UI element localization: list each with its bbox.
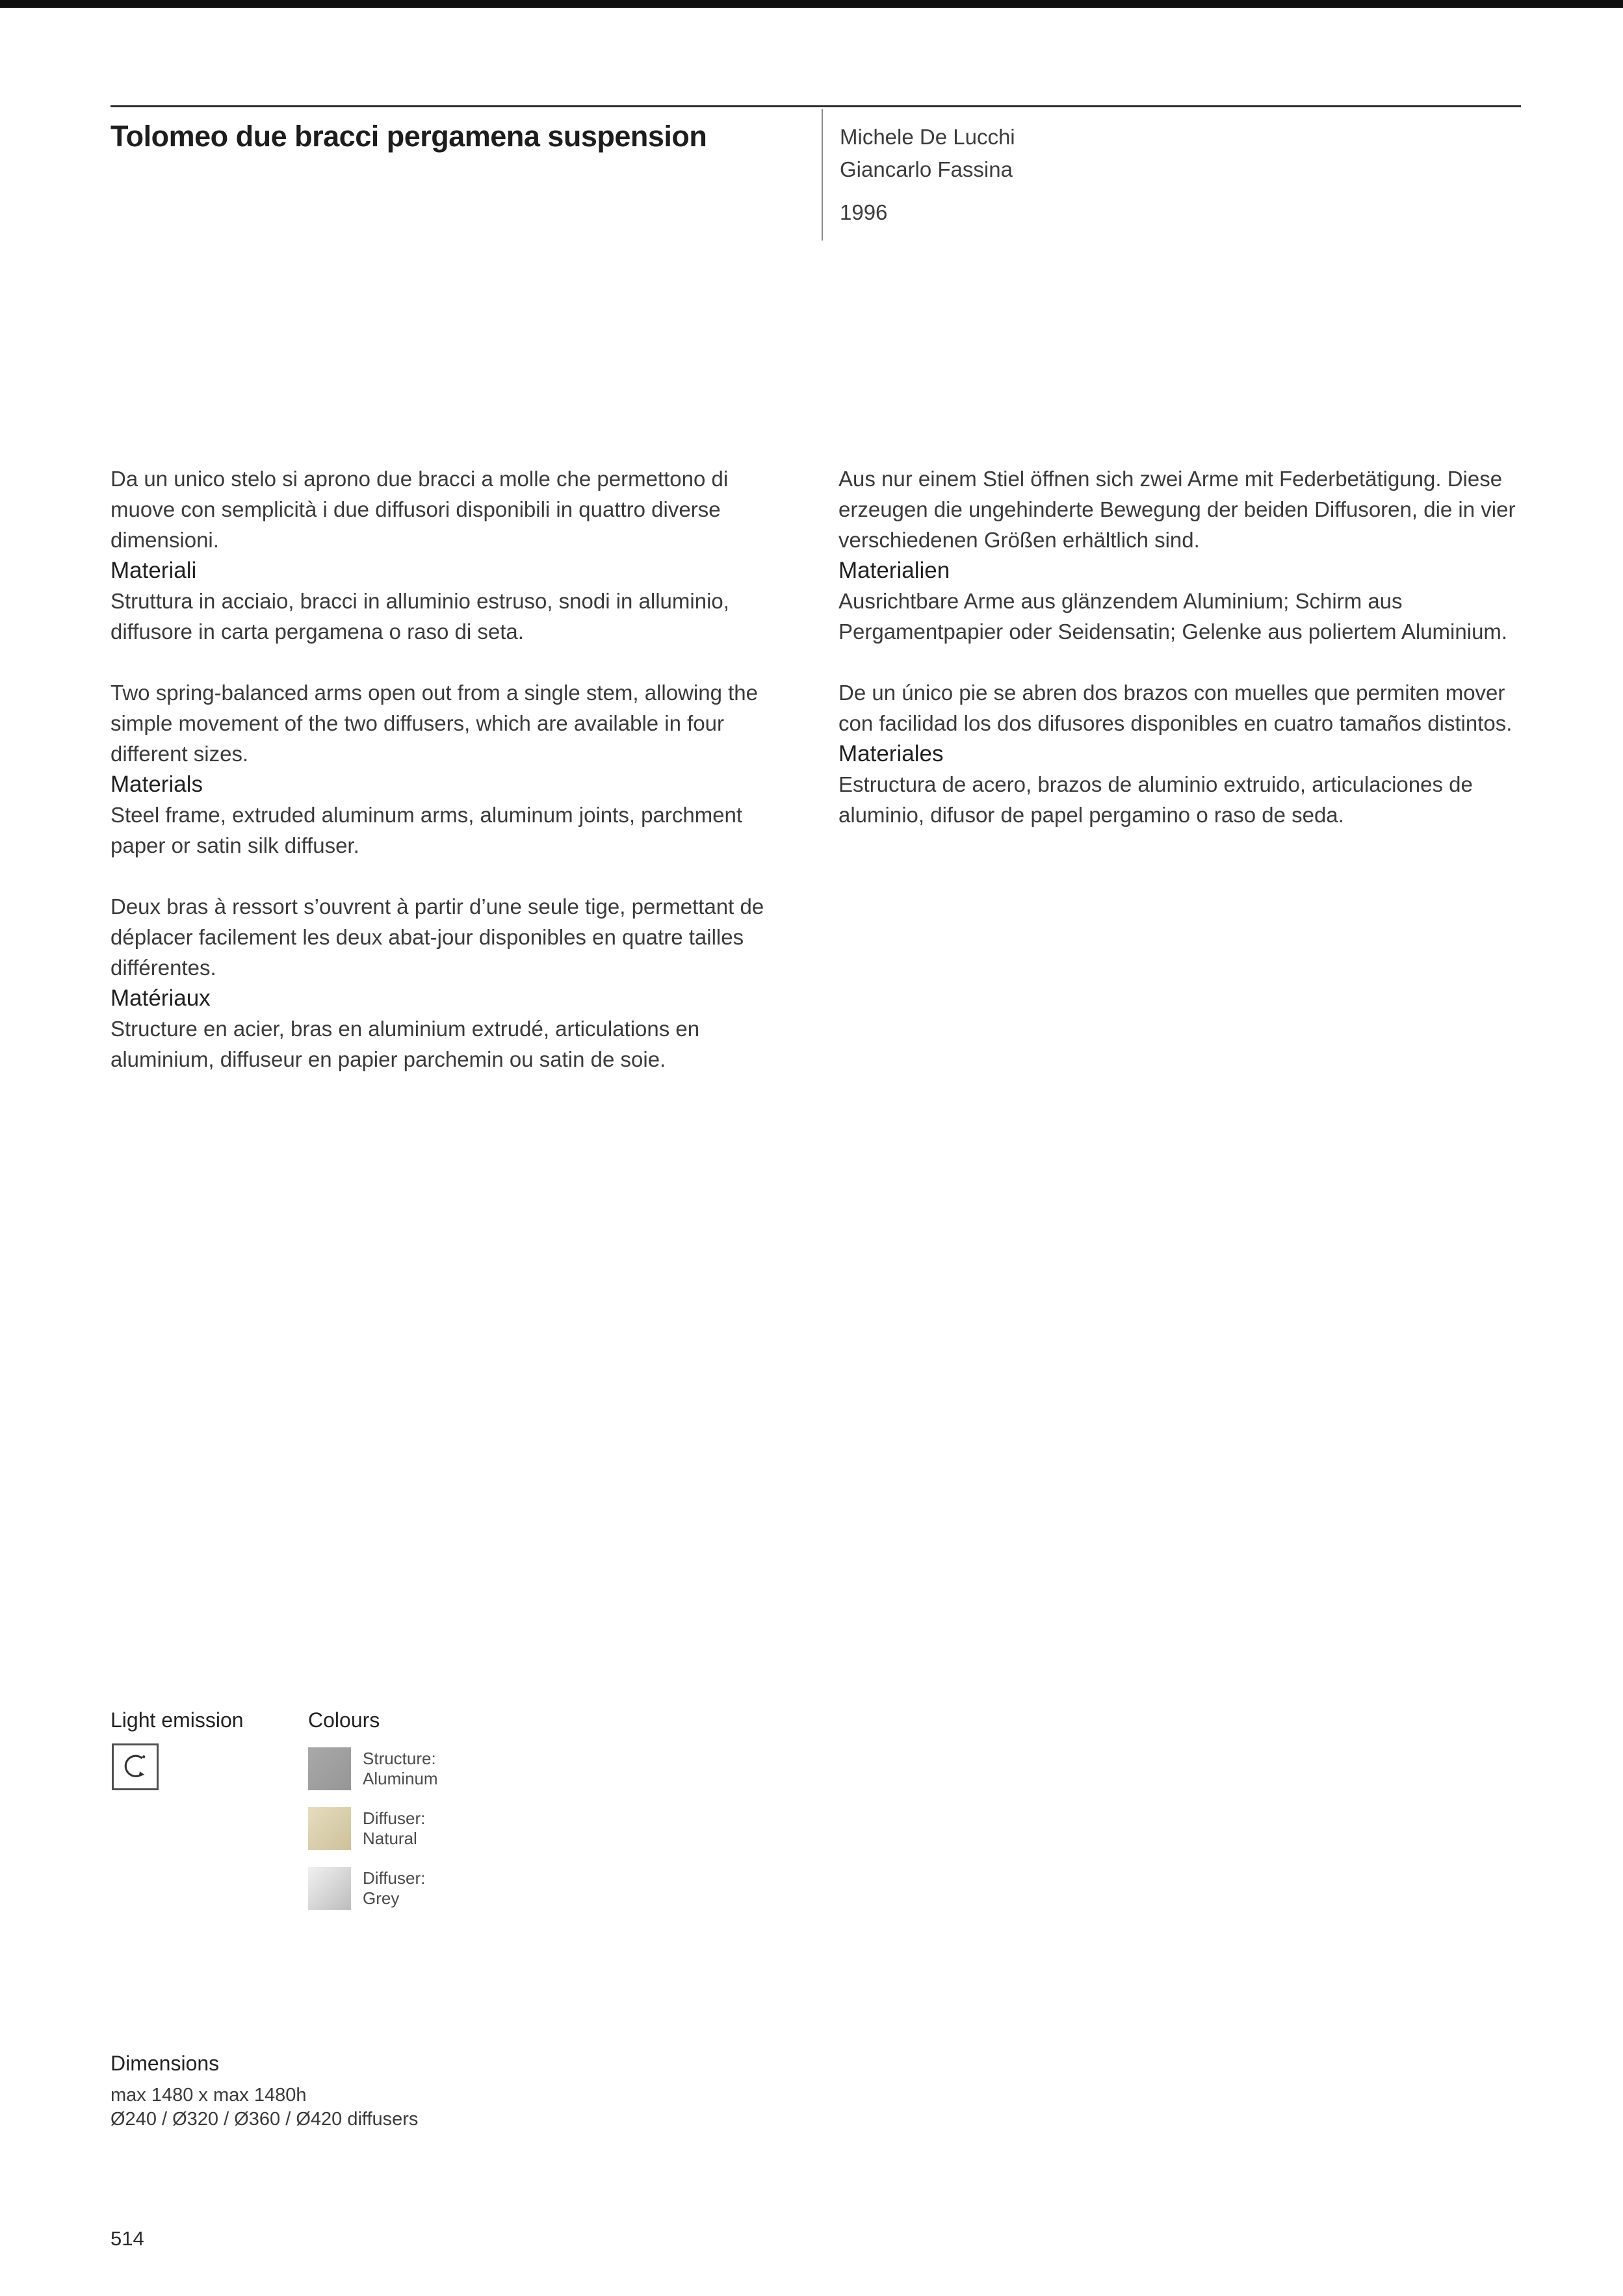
paragraph-german: Aus nur einem Stiel öffnen sich zwei Arme mit Federbetätigung. Diese erzeugen die ungehinderte Bewegung der beiden Diffusoren, die in vier verschiedenen Größen erhältlich sind. — [838, 467, 1516, 552]
designer-name: Michele De Lucchi — [840, 125, 1015, 149]
header-rule — [110, 105, 1521, 107]
light-emission-label: Light emission — [110, 1708, 244, 1732]
swatch-diffuser-grey — [308, 1867, 351, 1910]
swatch-structure-aluminum — [308, 1747, 351, 1790]
paragraph-italian: Da un unico stelo si aprono due bracci a molle che permettono di muove con semplicità i due diffusori disponibili in quattro diverse dimensioni. — [110, 467, 729, 552]
heading-materials: Materials — [110, 772, 203, 797]
swatch-label — [363, 1807, 425, 1850]
colour-row-diffuser-natural — [308, 1807, 425, 1850]
swatch-label — [363, 1867, 425, 1910]
page-top-edge — [0, 0, 1623, 8]
materials-german: Ausrichtbare Arme aus glänzendem Aluminium; Schirm aus Pergamentpapier oder Seidensatin; Gelenke aus poliertem Aluminium. — [838, 589, 1508, 644]
materials-italian: Struttura in acciaio, bracci in alluminio estruso, snodi in alluminio, diffusore in carta pergamena o raso di seta. — [110, 589, 729, 644]
paragraph-spanish: De un único pie se abren dos brazos con muelles que permiten mover con facilidad los dos difusores disponibles en cuatro tamaños distintos. — [838, 681, 1513, 735]
dimensions-label: Dimensions — [110, 2052, 220, 2075]
swatch-value-line: Grey — [363, 1888, 400, 1908]
dimensions-section — [110, 2052, 418, 2132]
swatch-label-line: Structure: — [363, 1749, 436, 1768]
materials-french: Structure en acier, bras en aluminium extrudé, articulations en aluminium, diffuseur en papier parchemin ou satin de soie. — [110, 1017, 700, 1071]
materials-spanish: Estructura de acero, brazos de aluminio extruido, articulaciones de aluminio, difusor de papel pergamino o raso de seda. — [838, 772, 1473, 827]
paragraph-english: Two spring-balanced arms open out from a single stem, allowing the simple movement of the two diffusers, which are available in four different sizes. — [110, 681, 759, 766]
colours-label: Colours — [308, 1708, 380, 1732]
materials-english: Steel frame, extruded aluminum arms, aluminum joints, parchment paper or satin silk diffuser. — [110, 803, 743, 857]
swatch-diffuser-natural — [308, 1807, 351, 1850]
heading-materiales: Materiales — [838, 741, 944, 766]
swatch-value-line: Natural — [363, 1829, 417, 1848]
swatch-label — [363, 1747, 438, 1790]
text-column-left — [110, 463, 792, 1075]
design-year: 1996 — [840, 200, 888, 224]
text-column-right — [838, 463, 1529, 830]
colour-row-diffuser-grey — [308, 1867, 425, 1910]
swatch-label-line: Diffuser: — [363, 1808, 426, 1828]
paragraph-french: Deux bras à ressort s’ouvrent à partir d’une seule tige, permettant de déplacer facilement les deux abat-jour disponibles en quatre tailles différentes. — [110, 894, 764, 980]
page-number: 514 — [110, 2227, 144, 2250]
header-divider — [822, 109, 823, 241]
heading-materialien: Materialien — [838, 558, 950, 583]
swatch-value-line: Aluminum — [363, 1769, 438, 1788]
light-emission-icon — [112, 1743, 159, 1790]
swatch-label-line: Diffuser: — [363, 1868, 426, 1888]
heading-materiaux: Matériaux — [110, 985, 211, 1011]
dimensions-line: max 1480 x max 1480h — [110, 2085, 307, 2106]
heading-materiali: Materiali — [110, 558, 197, 583]
colour-row-structure — [308, 1747, 438, 1790]
designer-name: Giancarlo Fassina — [840, 157, 1013, 181]
page-title: Tolomeo due bracci pergamena suspension — [110, 120, 707, 153]
dimensions-line: Ø240 / Ø320 / Ø360 / Ø420 diffusers — [110, 2109, 419, 2130]
designer-block — [840, 121, 1015, 229]
